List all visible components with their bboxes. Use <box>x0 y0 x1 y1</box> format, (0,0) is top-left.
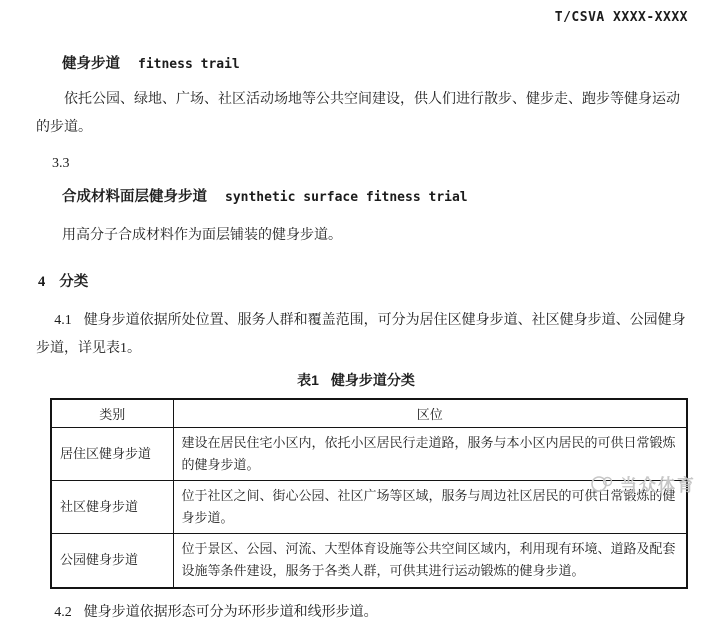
term-definition-synthetic-surface: 用高分子合成材料作为面层铺装的健身步道。 <box>62 228 342 243</box>
cell-category: 公园健身步道 <box>51 534 173 588</box>
cell-location: 位于景区、公园、河流、大型体育设施等公共空间区域内，利用现有环境、道路及配套设施等条件建设，服务于各类人群，可供其进行运动锻炼的健身步道。 <box>173 534 687 588</box>
cell-category: 社区健身步道 <box>51 481 173 534</box>
table-caption-title: 健身步道分类 <box>330 372 415 388</box>
document-code: T/CSVA XXXX-XXXX <box>554 10 688 25</box>
term-zh: 合成材料面层健身步道 <box>62 189 207 205</box>
section-number: 4 <box>38 274 46 290</box>
term-heading-fitness-trail <box>0 52 712 73</box>
clause-text: 健身步道依据形态可分为环形步道和线形步道。 <box>83 604 378 620</box>
term-definition-fitness-trail: 依托公园、绿地、广场、社区活动场地等公共空间建设，供人们进行散步、健步走、跑步等健身运动的步道。 <box>36 92 680 135</box>
clause-text: 健身步道依据所处位置、服务人群和覆盖范围，可分为居住区健身步道、社区健身步道、公园健身步道，详见表1。 <box>36 313 686 356</box>
term-zh: 健身步道 <box>62 56 120 72</box>
clause-number: 4.2 <box>54 604 72 620</box>
section-title: 分类 <box>59 274 89 290</box>
watermark <box>590 471 696 496</box>
cell-location: 位于社区之间、街心公园、社区广场等区域，服务与周边社区居民的可供日常锻炼的健身步道。 <box>173 481 687 534</box>
term-en: fitness trail <box>138 57 240 72</box>
section-heading-4 <box>0 270 712 291</box>
clause-4-1 <box>0 307 712 363</box>
clause-4-2 <box>0 599 712 627</box>
column-header-location: 区位 <box>173 399 687 428</box>
table-caption <box>0 370 712 390</box>
clause-number: 4.1 <box>54 313 72 328</box>
table-row <box>51 534 687 588</box>
brand-logo-icon <box>590 473 614 495</box>
cell-category: 居住区健身步道 <box>51 428 173 481</box>
column-header-category: 类别 <box>51 399 173 428</box>
clause-number-3-3: 3.3 <box>52 156 70 171</box>
table-caption-label: 表1 <box>297 372 319 388</box>
term-en: synthetic surface fitness trial <box>225 190 468 205</box>
table-header-row <box>51 399 687 428</box>
term-heading-synthetic-surface <box>0 185 712 206</box>
cell-location: 建设在居民住宅小区内，依托小区居民行走道路，服务与本小区内居民的可供日常锻炼的健身步道。 <box>173 428 687 481</box>
watermark-text: 当众体育 <box>620 476 696 495</box>
